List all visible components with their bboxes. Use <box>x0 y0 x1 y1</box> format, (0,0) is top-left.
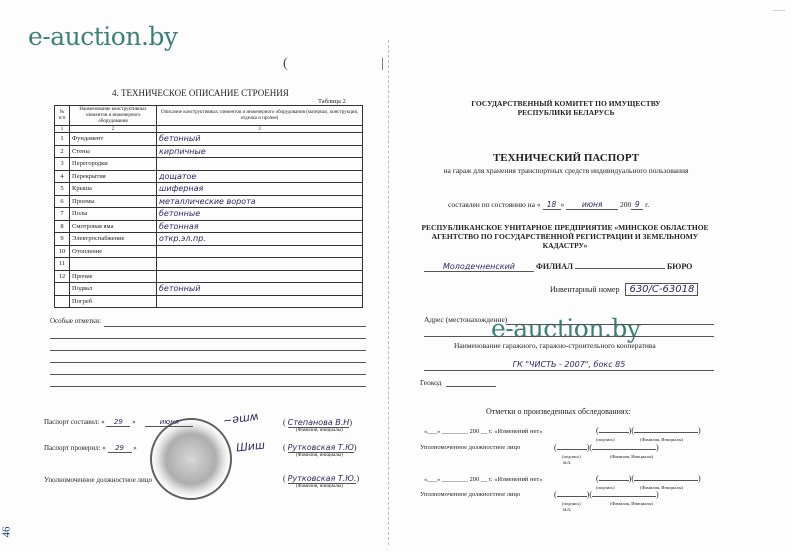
row-number: 10 <box>55 245 70 258</box>
inspections-title: Отметки о произведенных обследованиях: <box>486 407 631 416</box>
fio-caption: (Фамилия, Инициалы) <box>610 501 653 506</box>
row-name: Крыша <box>70 183 157 196</box>
notes-line <box>50 338 366 339</box>
row-name: Отопление <box>70 245 157 258</box>
notes-label: Особые отметки: <box>50 317 101 325</box>
row-number: 8 <box>55 220 70 233</box>
row-name: Перегородки <box>70 158 157 171</box>
row-name: Перекрытия <box>70 170 157 183</box>
official-label: Уполномоченное должностное лицо <box>420 491 521 498</box>
row-number: 4 <box>55 170 70 183</box>
signature-label: Паспорт составил: « <box>44 418 105 426</box>
inventory-line <box>550 283 698 296</box>
table-row <box>55 208 363 221</box>
inspection-sign: ( )( ) <box>554 443 659 452</box>
notes-line <box>50 350 366 351</box>
inspection-sign: ( )( ) <box>554 490 659 499</box>
index-cell: 3 <box>157 126 363 133</box>
construction-table <box>54 105 363 308</box>
date-label: составлен по состоянию на « <box>448 200 541 209</box>
passport-subtitle: на гараж для хранения транспортных средств индивидуального пользования <box>443 166 689 175</box>
mp-label: м.п. <box>563 508 572 513</box>
inventory-value: 630/С-63018 <box>625 283 698 296</box>
address-label: Адрес (местонахождение) <box>424 315 508 324</box>
signer-name-value: Степанова В.Н <box>287 418 350 427</box>
official-stamp <box>150 418 232 500</box>
inspection-sign: ( )( ) <box>596 474 701 483</box>
mp-label: м.п. <box>563 461 572 466</box>
signature-scribble: ~ǝɯʍ <box>222 409 260 428</box>
sign-caption: (подпись) <box>596 437 615 442</box>
row-name: Погреб <box>70 295 157 308</box>
row-number: 9 <box>55 233 70 246</box>
table-row <box>55 195 363 208</box>
signature-official <box>44 476 152 484</box>
table-row <box>55 158 363 171</box>
row-number: 6 <box>55 195 70 208</box>
signature-label: Уполномоченное должностное лицо <box>44 476 152 484</box>
inspection-sign: ( )( ) <box>596 426 701 435</box>
row-value: металлические ворота <box>157 195 363 208</box>
fio-caption: (Фамилия, Инициалы) <box>640 485 683 490</box>
geocode-label: Геокод <box>420 378 442 387</box>
row-value: бетонный <box>157 133 363 146</box>
date-year-prefix: 200 <box>620 200 632 209</box>
notes-line <box>50 386 366 387</box>
signature-day: 29 <box>106 418 130 427</box>
row-value: дощатое <box>157 170 363 183</box>
row-number: 11 <box>55 258 70 271</box>
signer-name: ( Рутковская Т.Ю.) <box>283 474 360 483</box>
row-name <box>70 258 157 271</box>
table-row <box>55 220 363 233</box>
signer-name-value: Рутковская Т.Ю. <box>287 474 357 483</box>
fio-caption: (Фамилия, инициалы) <box>296 428 343 433</box>
row-name: Подвал <box>70 283 157 296</box>
fio-caption: (Фамилия, инициалы) <box>296 484 343 489</box>
row-value <box>157 158 363 171</box>
signer-name: ( Степанова В.Н) <box>283 418 352 427</box>
coop-label: Наименование гаражного, гаражно-строительного кооператива <box>454 341 656 350</box>
date-year-end: г. <box>645 200 650 209</box>
date-month: июня <box>566 200 618 210</box>
branch-label: ФИЛИАЛ <box>536 262 574 271</box>
row-number: 3 <box>55 158 70 171</box>
table-row <box>55 233 363 246</box>
fio-caption: (Фамилия, инициалы) <box>296 453 343 458</box>
signature-scribble: Шиш <box>235 438 266 455</box>
row-value: бетонные <box>157 208 363 221</box>
address-line <box>506 324 714 325</box>
row-value: бетонная <box>157 220 363 233</box>
section-title: 4. ТЕХНИЧЕСКОЕ ОПИСАНИЕ СТРОЕНИЯ <box>112 88 289 98</box>
row-value: бетонный <box>157 283 363 296</box>
row-name: Электроснабжение <box>70 233 157 246</box>
row-value: шиферная <box>157 183 363 196</box>
row-value <box>157 295 363 308</box>
coop-value: ГК "ЧИСТЬ - 2007", бокс 85 <box>512 360 626 369</box>
row-number: 7 <box>55 208 70 221</box>
row-number: 12 <box>55 270 70 283</box>
row-value <box>157 258 363 271</box>
signature-checked: Паспорт проверил: « 29 » <box>44 444 137 452</box>
watermark-top-left: e-auction.by <box>28 22 178 51</box>
bureau-label: БЮРО <box>667 262 693 271</box>
table-row <box>55 258 363 271</box>
row-name: Смотровая яма <box>70 220 157 233</box>
sign-caption: (подпись) <box>596 485 615 490</box>
scan-mark: | <box>381 56 384 71</box>
branch-line <box>424 262 692 272</box>
passport-title: ТЕХНИЧЕСКИЙ ПАСПОРТ <box>492 152 640 164</box>
row-number: 1 <box>55 133 70 146</box>
fio-caption: (Фамилия, Инициалы) <box>610 454 653 459</box>
row-name: Проемы <box>70 195 157 208</box>
table-row <box>55 245 363 258</box>
date-day: 18 <box>543 200 561 210</box>
row-value: откр.эл.пр. <box>157 233 363 246</box>
sign-caption: (подпись) <box>562 501 581 506</box>
notes-line <box>104 326 366 327</box>
signer-name-value: Рутковская Т.Ю <box>287 443 354 452</box>
row-value: кирпичные <box>157 145 363 158</box>
table-row <box>55 145 363 158</box>
row-name: Полы <box>70 208 157 221</box>
row-name: Фундамент <box>70 133 157 146</box>
index-cell: 2 <box>70 126 157 133</box>
header-desc: Описание конструктивных элементов и инженерного оборудования (материал, конструкция, отделка и прочее) <box>157 106 363 126</box>
inspection-line: «___» ________ 200 __ г. «Изменений нет» <box>424 476 543 483</box>
official-label: Уполномоченное должностное лицо <box>420 444 521 451</box>
branch-value: Молодечненский <box>424 262 534 272</box>
row-value <box>157 270 363 283</box>
inventory-label: Инвентарный номер <box>550 285 620 294</box>
geocode-line <box>446 386 496 387</box>
table-header <box>55 106 363 126</box>
sign-caption: (подпись) <box>562 454 581 459</box>
date-line: составлен по состоянию на « 18 » июня 200 9 г. <box>448 200 650 209</box>
date-year-suffix: 9 <box>631 200 643 210</box>
table-row <box>55 283 363 296</box>
index-cell: 1 <box>55 126 70 133</box>
inspection-line: «___» ________ 200 __ г. «Изменений нет» <box>424 428 543 435</box>
table-row <box>55 270 363 283</box>
watermark-middle: e-auction.by <box>491 314 641 343</box>
table-row <box>55 295 363 308</box>
page-fold <box>388 40 389 545</box>
row-name: Стены <box>70 145 157 158</box>
margin-mark: 46 <box>0 526 13 538</box>
header-name: Наименование конструктивных элементов и инженерного оборудования <box>70 106 157 126</box>
row-number <box>55 295 70 308</box>
row-value <box>157 245 363 258</box>
agency-name: РЕСПУБЛИКАНСКОЕ УНИТАРНОЕ ПРЕДПРИЯТИЕ «МИНСКОЕ ОБЛАСТНОЕ АГЕНТСТВО ПО ГОСУДАРСТВЕННОЙ РЕГИСТРАЦИИ И ЗЕМЕЛЬНОМУ КАДАСТРУ» <box>421 223 709 250</box>
signature-compiled: Паспорт составил: « 29 » июня <box>44 418 193 427</box>
address-line <box>424 336 714 337</box>
row-number: 2 <box>55 145 70 158</box>
row-number: 5 <box>55 183 70 196</box>
signature-label: Паспорт проверил: « <box>44 444 106 452</box>
committee-heading: ГОСУДАРСТВЕННЫЙ КОМИТЕТ ПО ИМУЩЕСТВУ РЕСПУБЛИКИ БЕЛАРУСЬ <box>471 99 661 117</box>
row-number <box>55 283 70 296</box>
scan-mark: — <box>773 2 785 16</box>
row-name: Прочие <box>70 270 157 283</box>
table-row <box>55 170 363 183</box>
notes-line <box>50 374 366 375</box>
table-index-row <box>55 126 363 133</box>
signature-month: июня <box>145 418 193 427</box>
table-row <box>55 183 363 196</box>
table-label: Таблица 2 <box>318 98 346 105</box>
coop-line <box>424 370 714 371</box>
scan-mark: ( <box>283 56 288 71</box>
fio-caption: (Фамилия, Инициалы) <box>640 437 683 442</box>
table-row <box>55 133 363 146</box>
notes-line <box>50 362 366 363</box>
header-num: № п/п <box>55 106 70 126</box>
signer-name: ( Рутковская Т.Ю) <box>283 443 357 452</box>
signature-day: 29 <box>108 444 132 453</box>
